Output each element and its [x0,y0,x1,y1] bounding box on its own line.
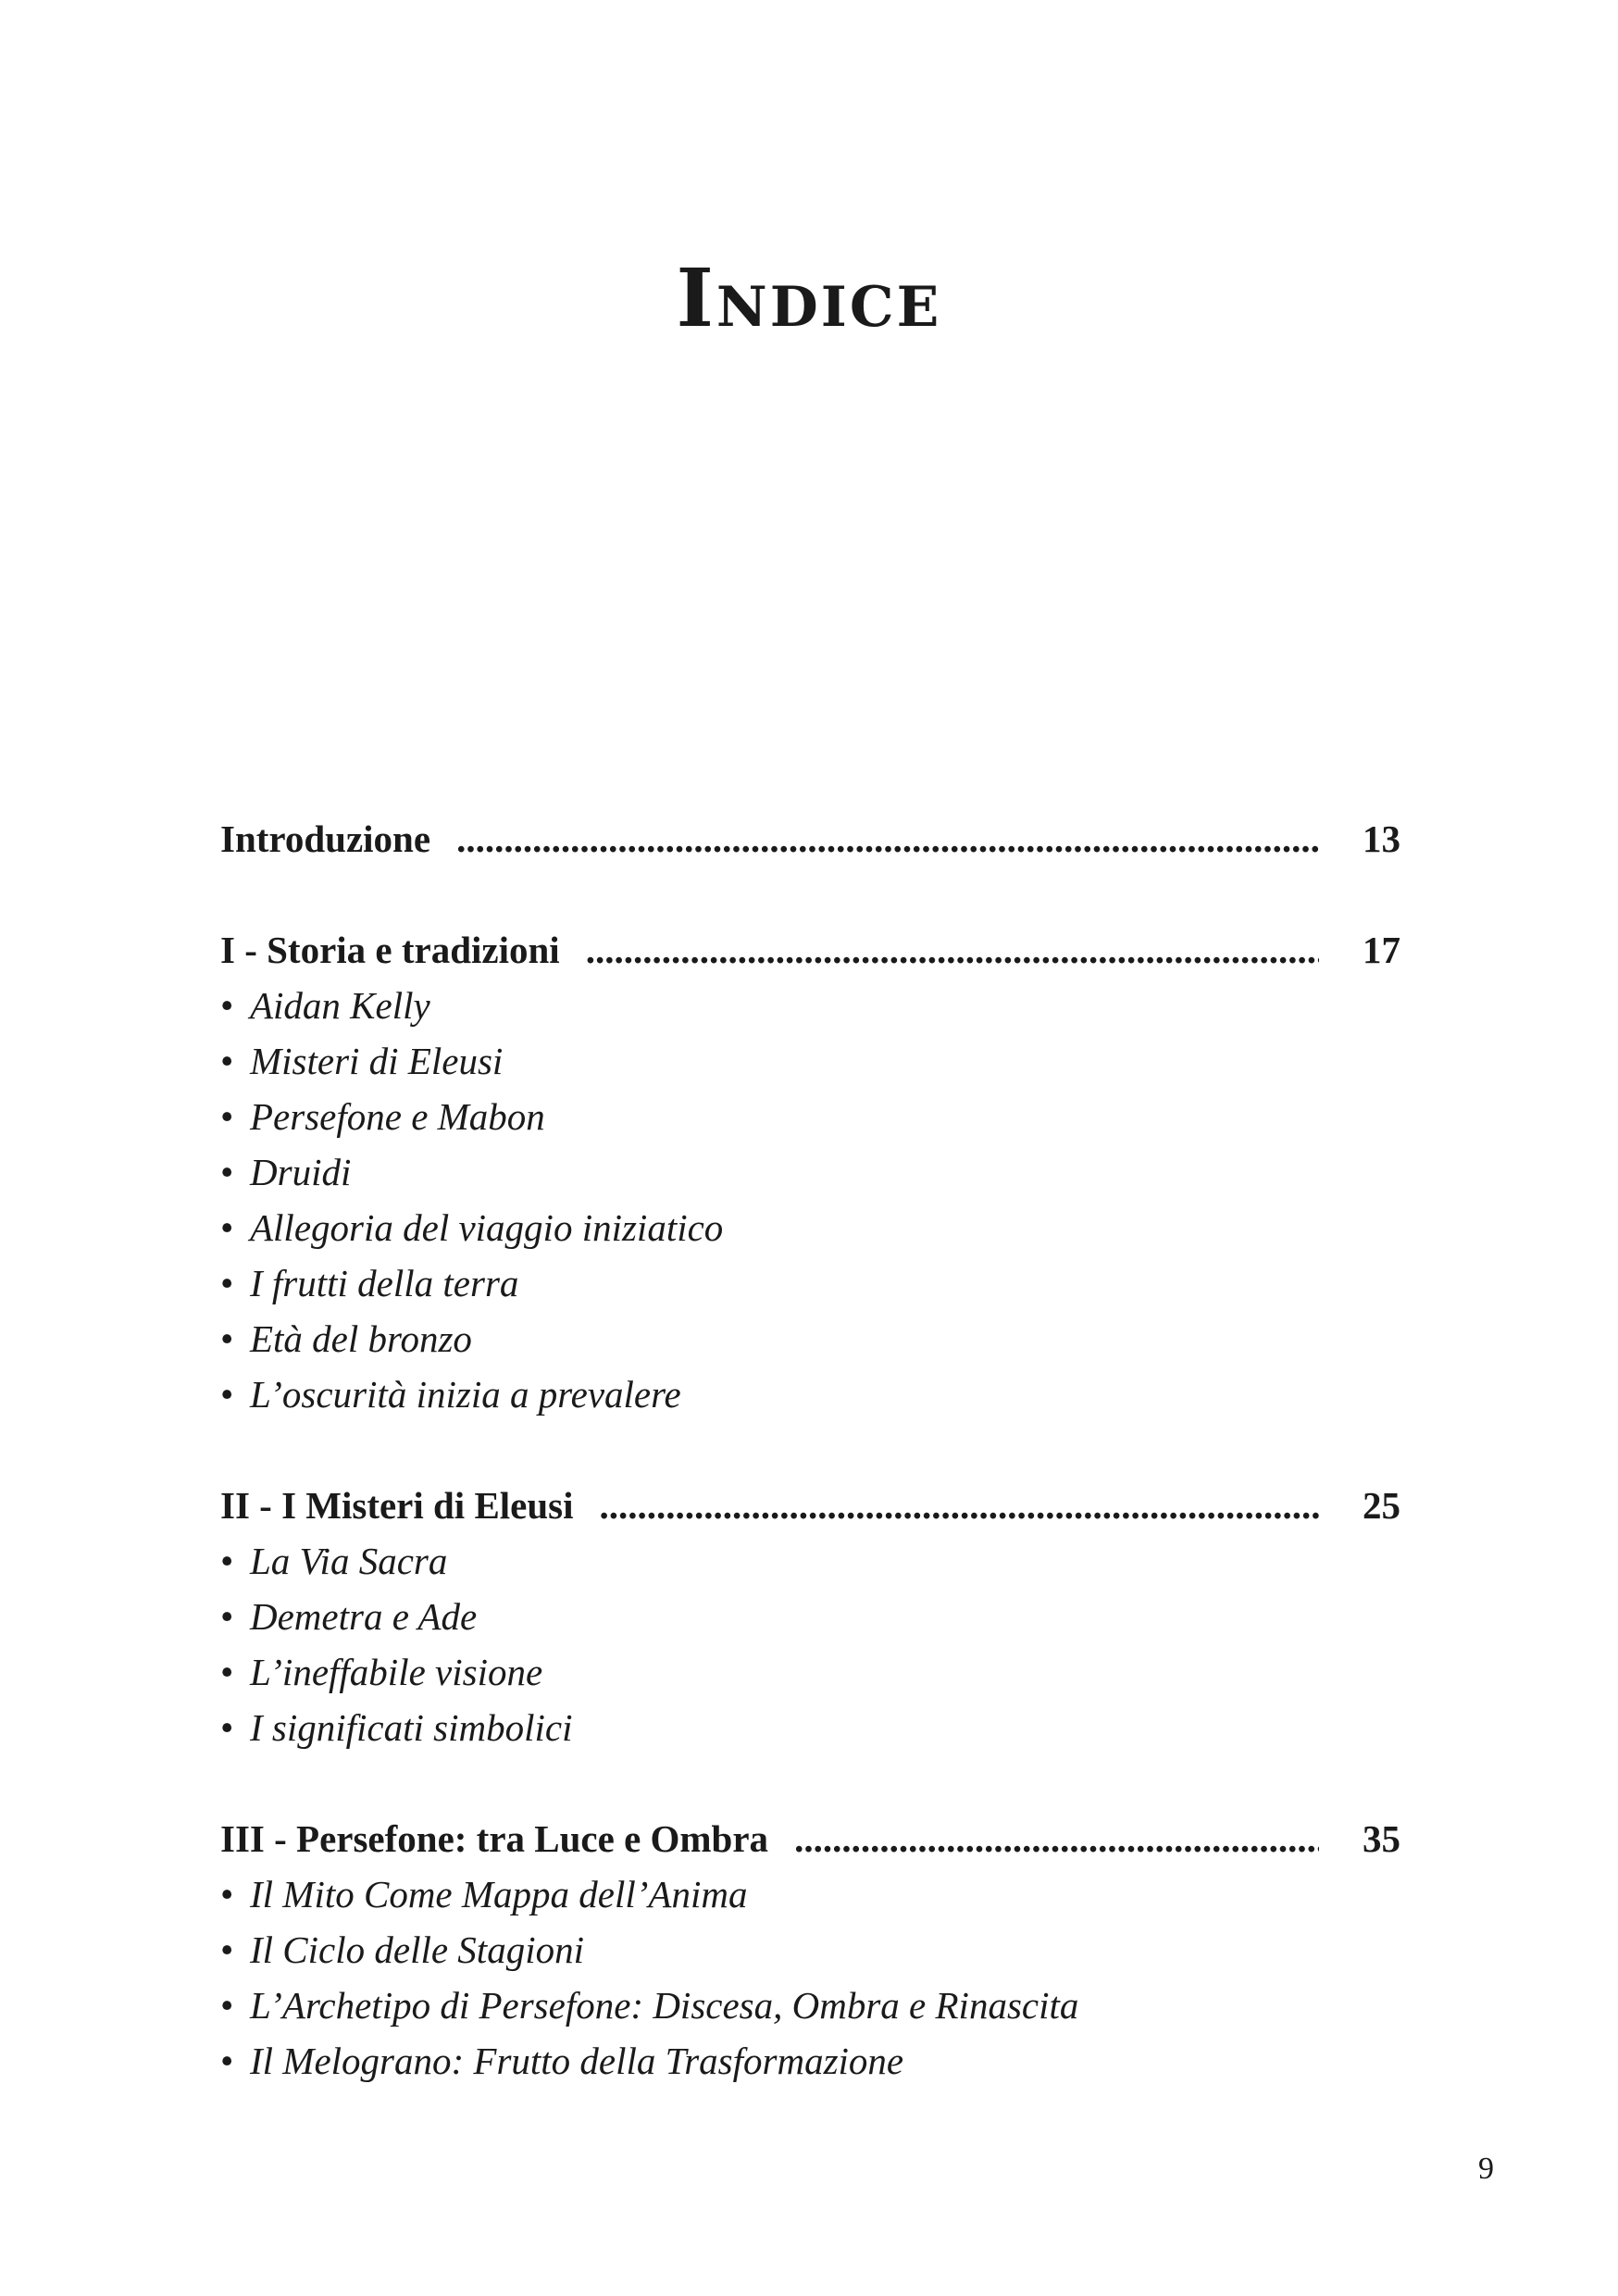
dot-leader [456,811,1319,867]
subsection-title: Età del bronzo [250,1317,472,1360]
list-item[interactable] [220,1922,1400,1978]
subsection-title: L’ineffabile visione [250,1651,543,1693]
table-of-contents [220,811,1400,2144]
bullet-icon: • [220,1595,234,1638]
list-item[interactable] [220,1533,1400,1589]
subsection-title: I significati simbolici [250,1706,573,1749]
chapter-heading[interactable] [220,922,1400,978]
bullet-icon: • [220,1262,234,1304]
dot-leader [600,1478,1319,1533]
bullet-icon: • [220,1373,234,1416]
list-item[interactable] [220,1144,1400,1200]
subsection-title: Aidan Kelly [250,984,430,1027]
chapter-title: I - Storia e tradizioni [220,929,560,971]
subsection-list [220,1866,1400,2089]
toc-chapter-2 [220,1478,1400,1755]
bullet-icon: • [220,1651,234,1693]
chapter-title: Introduzione [220,817,431,860]
bullet-icon: • [220,1206,234,1249]
toc-chapter-3 [220,1811,1400,2089]
bullet-icon: • [220,1095,234,1138]
list-item[interactable] [220,1866,1400,1922]
subsection-title: Il Ciclo delle Stagioni [250,1928,584,1971]
list-item[interactable] [220,1033,1400,1089]
list-item[interactable] [220,1644,1400,1700]
chapter-page-number: 13 [1363,817,1400,860]
chapter-title: III - Persefone: tra Luce e Ombra [220,1817,769,1860]
subsection-title: La Via Sacra [250,1540,448,1582]
subsection-title: Il Mito Come Mappa dell’Anima [250,1873,748,1915]
chapter-heading[interactable] [220,811,1400,867]
subsection-title: L’oscurità inizia a prevalere [250,1373,681,1416]
page-title: Indice [676,251,942,345]
bullet-icon: • [220,1706,234,1749]
chapter-heading[interactable] [220,1478,1400,1533]
chapter-page-number: 35 [1363,1817,1400,1860]
subsection-title: I frutti della terra [250,1262,519,1304]
bullet-icon: • [220,1540,234,1582]
bullet-icon: • [220,1151,234,1193]
list-item[interactable] [220,1978,1400,2033]
list-item[interactable] [220,1700,1400,1755]
list-item[interactable] [220,1089,1400,1144]
list-item[interactable] [220,2033,1400,2089]
bullet-icon: • [220,1873,234,1915]
bullet-icon: • [220,1317,234,1360]
list-item[interactable] [220,1366,1400,1422]
subsection-title: Demetra e Ade [250,1595,478,1638]
subsection-title: Misteri di Eleusi [250,1040,504,1082]
bullet-icon: • [220,1984,234,2027]
chapter-page-number: 25 [1363,1484,1400,1527]
subsection-title: Allegoria del viaggio iniziatico [250,1206,724,1249]
page-number: 9 [1478,2152,1494,2186]
subsection-title: L’Archetipo di Persefone: Discesa, Ombra e Rinascita [250,1984,1079,2027]
list-item[interactable] [220,1200,1400,1255]
list-item[interactable] [220,1311,1400,1366]
dot-leader [586,922,1319,978]
list-item[interactable] [220,1255,1400,1311]
chapter-page-number: 17 [1363,929,1400,971]
toc-chapter-1 [220,922,1400,1422]
bullet-icon: • [220,2040,234,2082]
list-item[interactable] [220,978,1400,1033]
subsection-title: Druidi [250,1151,352,1193]
bullet-icon: • [220,1040,234,1082]
chapter-title: II - I Misteri di Eleusi [220,1484,574,1527]
subsection-list [220,1533,1400,1755]
subsection-title: Il Melograno: Frutto della Trasformazione [250,2040,904,2082]
bullet-icon: • [220,1928,234,1971]
chapter-heading[interactable] [220,1811,1400,1866]
list-item[interactable] [220,1589,1400,1644]
subsection-title: Persefone e Mabon [250,1095,545,1138]
bullet-icon: • [220,984,234,1027]
subsection-list [220,978,1400,1422]
toc-chapter-introduzione [220,811,1400,867]
dot-leader [794,1811,1319,1866]
